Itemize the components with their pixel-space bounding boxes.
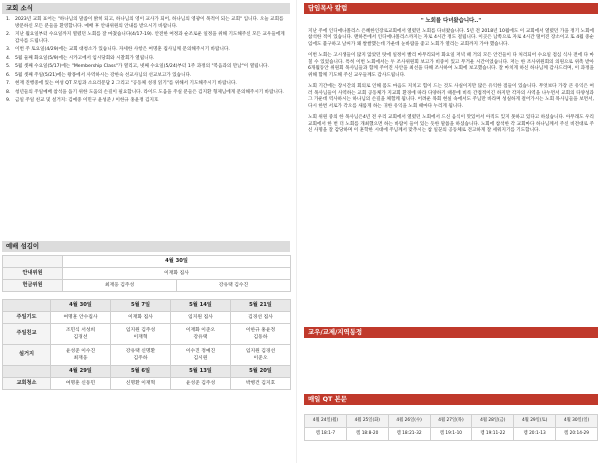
qt-passage: 렘 18:21-32 xyxy=(388,428,430,441)
dishes-label: 설거지 xyxy=(3,345,51,366)
servants-schedule-table xyxy=(2,299,291,390)
pastor-article xyxy=(304,29,598,135)
cleaning-date: 5월 13일 xyxy=(171,366,231,378)
prayer-name: 여명훈 안수집사 xyxy=(51,312,111,324)
prayer-name: 김경선 집사 xyxy=(231,312,291,324)
news-text: 지난 월요일부터 수요일까지 열렸던 노회를 잘 마쳤습니다(4/17-19). 안전한 여정과 순조로운 일정을 위해 기도해주신 모든 교우들에게 감사를 드립니다. xyxy=(15,32,285,44)
pastor-column-header: 담임목사 칼럼 xyxy=(304,3,598,14)
qt-passage: 렘 19:1-10 xyxy=(430,428,472,441)
cleaning-label: 교회청소 xyxy=(3,378,51,390)
qt-table xyxy=(304,414,598,441)
cleaning-names: 윤성준 김주성 xyxy=(171,378,231,390)
fellowship-names: 조민식 서성희 김경선 xyxy=(51,324,111,345)
prayer-name: 임지원 집사 xyxy=(171,312,231,324)
news-item xyxy=(6,56,288,63)
cleaning-names: 여명훈 신동민 xyxy=(51,378,111,390)
news-text: 청년들의 주일예배 참석을 돕기 위한 도움의 손길이 필요합니다. 라이드 도움을 주실 분들은 김지환 형제님에게 문의해주시기 바랍니다. xyxy=(15,89,284,95)
article-paragraph: 지난 주에 인디애나폴리스 은혜한인장로교회에서 열렸던 노회를 다녀왔습니다. 5년 전 2018년 10월에도 이 교회에서 열렸던 가을 정기 노회에 참석한 적이 있습니다. 맨하튼에서 인디애나폴리스까지는 자로 4시간 정도 걸립니다. 이곳은 남쪽으로 자로 4시간 떨어진 장소이고 또 4월 중순임에도 불구하고 날씨가 꽤 쌀쌀했는데 가운데 눈바람을 좋고 노회가 열리는 교회까지 가야 했습니다. xyxy=(308,28,594,47)
church-news-header: 교회 소식 xyxy=(2,3,290,14)
news-text: 5월 셋째 수요일(5/17)에는 "Membership Class"가 열리고, 넷째 수요일(5/24)부터 1주 과정의 "복음과의 만남"이 열립니다. xyxy=(15,64,269,70)
qt-passage: 렘 20:1-13 xyxy=(514,428,556,441)
offering-label: 헌금위원 xyxy=(3,280,63,292)
news-item xyxy=(6,98,288,105)
qt-date: 4월 28일(금) xyxy=(472,415,514,428)
qt-passage: 렘 18:8-20 xyxy=(346,428,388,441)
news-item xyxy=(6,90,288,97)
dishes-names: 이수진 정예진 김시원 xyxy=(171,345,231,366)
fellowship-names: 이재화 이준오 강유택 xyxy=(171,324,231,345)
qt-date: 4월 29일(토) xyxy=(514,415,556,428)
news-number: 3. xyxy=(6,47,11,53)
news-item xyxy=(6,32,288,45)
fellowship-names: 이한규 홍윤정 김동하 xyxy=(231,324,291,345)
news-number: 2. xyxy=(6,32,11,38)
qt-date: 4월 27일(목) xyxy=(430,415,472,428)
news-text: 이번 주 토요일(4/29)에는 교회 대청소가 있습니다. 자세한 사항은 여명훈 집사님께 문의해주시기 바랍니다. xyxy=(15,47,230,53)
cleaning-date: 5월 20일 xyxy=(231,366,291,378)
left-column xyxy=(2,3,290,461)
qt-date: 4월 26일(수) xyxy=(388,415,430,428)
schedule-date: 4월 30일 xyxy=(51,300,111,312)
news-number: 5. xyxy=(6,64,11,70)
qt-passage: 렘 18:1-7 xyxy=(305,428,347,441)
news-text: 금일 주일 친교 및 설거지: 김예중 이민구 윤성준 / 이한규 홍윤정 김지호 xyxy=(15,98,159,104)
news-number: 9. xyxy=(6,98,11,104)
week-date: 4월 30일 xyxy=(63,256,291,268)
usher-label: 안내위원 xyxy=(3,268,63,280)
news-item xyxy=(6,81,288,88)
news-number: 7. xyxy=(6,81,11,87)
article-title: " 노회를 다녀왔습니다.." xyxy=(420,18,482,24)
news-number: 4. xyxy=(6,55,11,61)
news-number: 6. xyxy=(6,72,11,78)
dishes-names: 임지원 김경선 이준오 xyxy=(231,345,291,366)
news-item xyxy=(6,73,288,80)
worship-servants-header: 예배 섬김이 xyxy=(2,241,290,252)
news-text: 현재 진행중에 있는 여성 QT 모임과 소요리문답 2 그리고 "공동체 성경 읽기"를 위해서 기도해주시기 바랍니다. xyxy=(15,81,237,87)
qt-date: 4월 30일(일) xyxy=(556,415,598,428)
qt-date: 4월 24일(월) xyxy=(305,415,347,428)
prayer-label: 주일기도 xyxy=(3,312,51,324)
news-text: 5월 셋째 주일(5/21)에는 왕몽에서 사역하시는 강한숙 선교사님의 선교보고가 있습니다. xyxy=(15,72,192,78)
news-item xyxy=(6,47,288,54)
church-news-list xyxy=(2,14,290,105)
news-item xyxy=(6,64,288,71)
news-number: 8. xyxy=(6,89,11,95)
news-text: 5월 둘째 화요일(5/9)에는 시카고에서 임시당회와 시찰회가 열립니다. xyxy=(15,55,155,61)
article-paragraph: 이번 노회는 고시생들이 많지 않았던 탓에 일정이 빨리 마무리되어 화요일 저녁 때 거의 모든 안건들이 다 처리되어 수요일 점심 식사 전에 다 마칠 수 있었습니다. 특히 이번 노회에서는 두 조사위원회 보고가 비중이 있고 무거운 시간이었습니다. 저는 한 조사위원회의 의원으로 위촉 받아 6개월동안 위원회 목사님들과 함께 주어진 사안을 최선을 다해 조사하여 노회에 보고했습니다. 잘 마치게 하신 하나님께 감사드리며, 이 과정을 위해 함께 기도해 주신 교우들께도 감사드립니다. xyxy=(308,53,594,78)
cleaning-date: 5월 6일 xyxy=(111,366,171,378)
dishes-names: 강유택 신명환 김주하 xyxy=(111,345,171,366)
member-news-header: 교우/교제/지역동정 xyxy=(304,327,598,338)
schedule-date: 5월 21일 xyxy=(231,300,291,312)
article-paragraph: 노회 위원 중의 한 목사님은4년 전 우리 교회에서 열렸던 노회에서 드신 음식이 맛있어서 아직도 잊지 못하고 있다고 하셨습니다. 아무래도 우리 교회에서 한 번 더 노회를 개최했으면 하는 바람이 들어 있는 듯한 말씀을 하셨습니다. 노회에 참석한 각 교회마다 하나님께서 주신 비전대로 주신 사명을 잘 감당하며 이 훈학한 시대에 주님께서 맞추시는 참 일꾼의 공동체로 견고하게 잘 세워지기를 기도합니다. xyxy=(308,115,594,134)
news-text: 2023년 교회 표어는 "하나님의 말씀이 밝히 되고, 하나님의 영이 교사가 되어, 하나님의 영광이 목적이 되는 교회" 입니다. 오늘 교회를 방문하신 모든 분들을 환영합니다. 예배 후 안내위원의 안내를 받으시기 바랍니다. xyxy=(15,17,284,29)
dishes-names: 윤성준 이수진 최재웅 xyxy=(51,345,111,366)
cleaning-names: 신명환 이재혁 xyxy=(111,378,171,390)
qt-passage: 렘 20:14-29 xyxy=(556,428,598,441)
qt-passage: 렘 19:11-22 xyxy=(472,428,514,441)
daily-qt-header: 매일 QT 본문 xyxy=(304,394,598,405)
cleaning-names: 박병건 김지호 xyxy=(231,378,291,390)
news-item xyxy=(6,17,288,30)
prayer-name: 이재화 집사 xyxy=(111,312,171,324)
article-paragraph: 노회 기간에는 장시간의 회의로 인해 몸도 마음도 지치고 힘이 드는 것도 사실이지만 많은 유익한 점들이 있습니다. 무엇보다 가장 큰 유익은 여러 목사님들이 사역하는 교회 공동체가 지교회 환경에 따라 다양하기 때문에 비록 간접적이긴 하지만 각자의 사역을 나누면서 교회의 다양성과 그 가운데 역사하시는 하나님의 손길을 체험케 됩니다. 어려운 목회 현실 속에서도 주님만 바라며 성실하게 걸어가시는 노회 목사님들을 보면서, 다시 한번 서로가 각오를 새롭게 하는 귀한 유익을 노회 때마다 누리게 됩니다. xyxy=(308,84,594,109)
offering-names: 최재웅 김주성 xyxy=(63,280,177,292)
right-column xyxy=(304,3,598,461)
servants-top-table xyxy=(2,255,291,292)
schedule-date: 5월 7일 xyxy=(111,300,171,312)
cleaning-date: 4월 29일 xyxy=(51,366,111,378)
qt-date: 4월 25일(화) xyxy=(346,415,388,428)
offering-names: 강유택 김수진 xyxy=(177,280,291,292)
usher-name: 이재화 집사 xyxy=(63,268,291,280)
news-number: 1. xyxy=(6,17,11,22)
fellowship-label: 주일친교 xyxy=(3,324,51,345)
page-divider xyxy=(296,0,297,463)
schedule-date: 5월 14일 xyxy=(171,300,231,312)
fellowship-names: 임지원 김주성 이재혁 xyxy=(111,324,171,345)
